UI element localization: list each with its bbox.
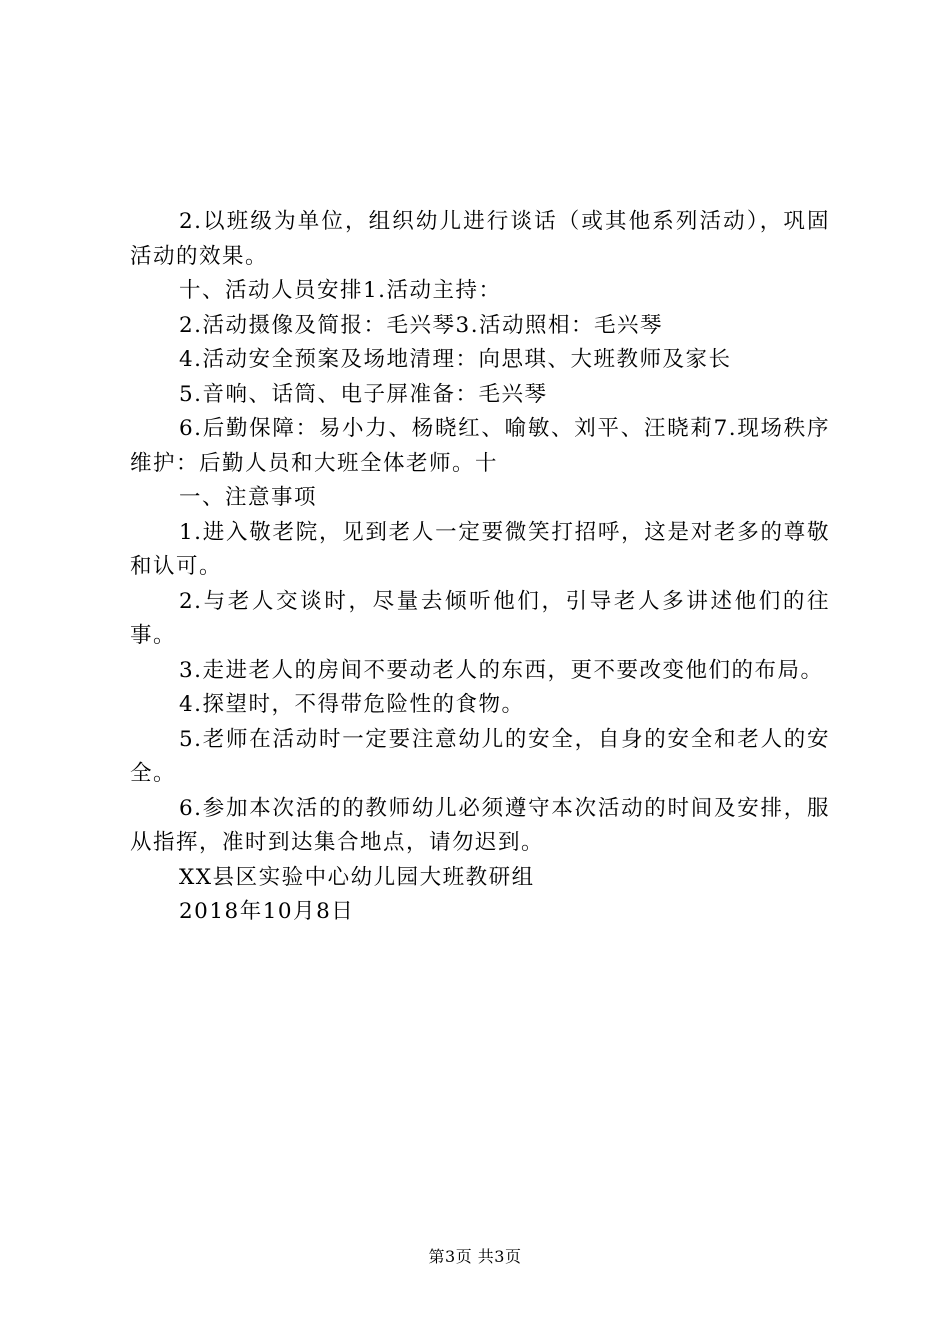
paragraph: 6.后勤保障：易小力、杨晓红、喻敏、刘平、汪晓莉7.现场秩序维护：后勤人员和大班全体老师。十: [130, 416, 830, 476]
paragraph: 3.走进老人的房间不要动老人的东西，更不要改变他们的布局。: [179, 657, 824, 683]
signature-organization: XX县区实验中心幼儿园大班教研组: [179, 864, 535, 890]
paragraph: 4.活动安全预案及场地清理：向思琪、大班教师及家长: [179, 347, 732, 372]
paragraph: 十、活动人员安排1.活动主持：: [179, 278, 502, 303]
signature-date: 2018年10月8日: [179, 899, 355, 924]
paragraph: 5.老师在活动时一定要注意幼儿的安全，自身的安全和老人的安全。: [130, 726, 830, 786]
paragraph: 6.参加本次活的的教师幼儿必须遵守本次活动的时间及安排，服从指挥，准时到达集合地点，请勿迟到。: [130, 795, 830, 855]
paragraph: 2.以班级为单位，组织幼儿进行谈话（或其他系列活动），巩固活动的效果。: [130, 209, 830, 269]
paragraph: 2.活动摄像及简报：毛兴琴3.活动照相：毛兴琴: [179, 312, 664, 338]
paragraph: 5.音响、话筒、电子屏准备：毛兴琴: [179, 381, 548, 407]
paragraph: 2.与老人交谈时，尽量去倾听他们，引导老人多讲述他们的往事。: [130, 588, 830, 648]
document-body: [130, 205, 830, 930]
paragraph: 1.进入敬老院，见到老人一定要微笑打招呼，这是对老多的尊敬和认可。: [130, 519, 830, 579]
page-footer: 第3页 共3页: [428, 1247, 522, 1266]
section-heading: 一、注意事项: [179, 485, 318, 510]
paragraph: 4.探望时，不得带危险性的食物。: [179, 692, 525, 717]
